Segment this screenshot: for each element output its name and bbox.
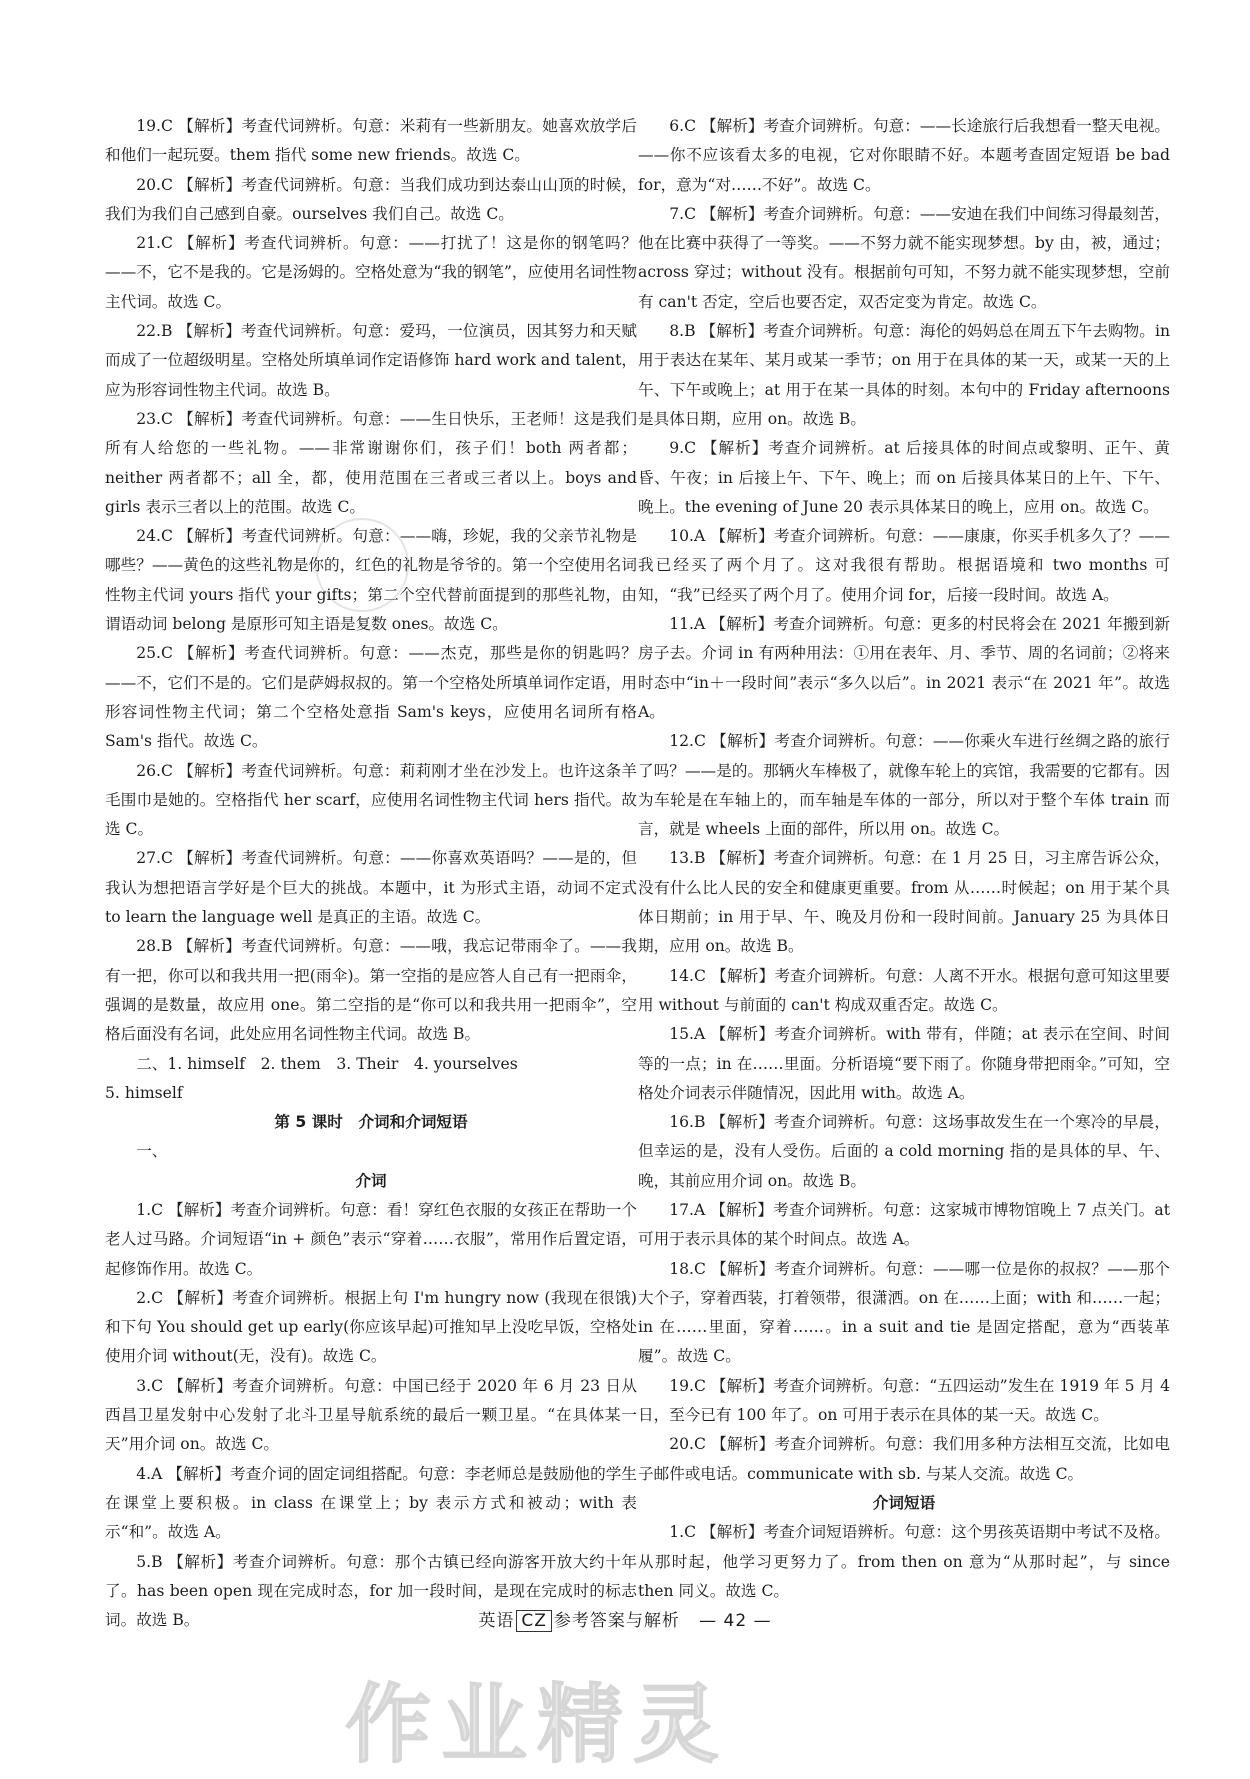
answer-item: 28.B 【解析】考查代词辨析。句意：——哦，我忘记带雨伞了。——我有一把，你可以和我共用一把(雨伞)。第一空指的是应答人自己有一把雨伞，强调的是数量，故应用 one。第二空指的是“你可以和我共用一把雨伞”，空格后面没有名词，此处应用名词性物主代词。故选 B。: [105, 937, 637, 1044]
footer-title: 参考答案与解析: [553, 1611, 680, 1631]
answer-item: 18.C 【解析】考查介词辨析。句意：——哪一位是你的叔叔？——那个大个子，穿着西装，打着领带，很潇洒。on 在……上面；with 和……一起；in 在……里面，穿着……。in a suit and tie 是固定搭配，意为“西装革履”。故选 C。: [638, 1259, 1170, 1366]
answer-item: 3.C 【解析】考查介词辨析。句意：中国已经于 2020 年 6 月 23 日从西昌卫星发射中心发射了北斗卫星导航系统的最后一颗卫星。“在具体某一天”用介词 on。故选 C。: [105, 1376, 637, 1454]
answer-item: 1.C 【解析】考查介词短语辨析。句意：这个男孩英语期中考试不及格。从那时起，他学习更努力了。from then on 意为“从那时起”，与 since then 同义。故选 C。: [638, 1523, 1170, 1600]
answer-item: 23.C 【解析】考查代词辨析。句意：——生日快乐，王老师！这是我们所有人给您的一些礼物。——非常谢谢你们，孩子们！both 两者都；neither 两者都不；all 全，都，使用范围在三者或三者以上。boys and girls 表示三者以上的范围。故选 C。: [105, 409, 637, 516]
sub-heading-prepositions: 介词: [355, 1171, 387, 1190]
answer-item: 6.C 【解析】考查介词辨析。句意：——长途旅行后我想看一整天电视。——你不应该看太多的电视，它对你眼睛不好。本题考查固定短语 be bad for，意为“对……不好”。故选 C。: [638, 117, 1170, 194]
answer-item: 2.C 【解析】考查介词辨析。根据上句 I'm hungry now (我现在很饿)和下句 You should get up early(你应该早起)可推知早上没吃早饭，空格处使用介词 without(无，没有)。故选 C。: [105, 1288, 637, 1366]
answer-item: 8.B 【解析】考查介词辨析。句意：海伦的妈妈总在周五下午去购物。in 用于表达在某年、某月或某一季节；on 用于在具体的某一天，或某一天的上午、下午或晚上；at 用于在某一具体的时刻。本句中的 Friday afternoons 是具体日期，应用 on。故选 B。: [638, 322, 1170, 428]
answer-item: 5.B 【解析】考查介词辨析。句意：那个古镇已经向游客开放大约十年了。has been open 现在完成时态，for 加一段时间，是现在完成时的标志词。故选 B。: [105, 1552, 637, 1630]
answer-item: 16.B 【解析】考查介词辨析。句意：这场事故发生在一个寒冷的早晨，但幸运的是，没有人受伤。后面的 a cold morning 指的是具体的早、午、晚，其前应用介词 on。故选 B。: [638, 1113, 1170, 1190]
answer-item: 14.C 【解析】考查介词辨析。句意：人离不开水。根据句意可知这里要用 without 与前面的 can't 构成双重否定。故选 C。: [638, 966, 1170, 1014]
answer-item: 19.C 【解析】考查代词辨析。句意：米莉有一些新朋友。她喜欢放学后和他们一起玩耍。them 指代 some new friends。故选 C。: [105, 117, 637, 165]
page-number: — 42 —: [699, 1611, 772, 1631]
footer-edition-badge: CZ: [516, 1610, 552, 1632]
lesson-title: 第 5 课时 介词和介词短语: [274, 1113, 468, 1132]
right-column: [638, 112, 1170, 1606]
answer-item: 9.C 【解析】考查介词辨析。at 后接具体的时间点或黎明、正午、黄昏、午夜；in 后接上午、下午、晚上；而 on 后接具体某日的上午、下午、晚上。the evening of June 20 表示具体某日的晚上，应用 on。故选 C。: [638, 439, 1170, 516]
left-column: [105, 112, 637, 1635]
answer-item: 20.C 【解析】考查介词辨析。句意：我们用多种方法相互交流，比如电子邮件或电话。communicate with sb. 与某人交流。故选 C。: [638, 1435, 1170, 1483]
answer-item: 1.C 【解析】考查介词辨析。句意：看！穿红色衣服的女孩正在帮助一个老人过马路。介词短语“in + 颜色”表示“穿着……衣服”，常用作后置定语，起修饰作用。故选 C。: [105, 1200, 637, 1278]
answer-item: 21.C 【解析】考查代词辨析。句意：——打扰了！这是你的钢笔吗？——不，它不是我的。它是汤姆的。空格处意为“我的钢笔”，应使用名词性物主代词。故选 C。: [105, 234, 637, 311]
answer-item: 11.A 【解析】考查介词辨析。句意：更多的村民将会在 2021 年搬到新房子去。介词 in 有两种用法：①用在表年、月、季节、周的名词前；②将来时态中“in＋一段时间”表示“多久以后”。in 2021 表示“在 2021 年”。故选 A。: [638, 615, 1170, 721]
answer-item: 27.C 【解析】考查代词辨析。句意：——你喜欢英语吗？——是的，但我认为想把语言学好是个巨大的挑战。本题中，it 为形式主语，动词不定式 to learn the language well 是真正的主语。故选 C。: [105, 849, 637, 927]
page-footer: [0, 1606, 1250, 1632]
answer-item: 17.A 【解析】考查介词辨析。句意：这家城市博物馆晚上 7 点关门。at 可用于表示具体的某个时间点。故选 A。: [638, 1200, 1170, 1249]
answer-item: 13.B 【解析】考查介词辨析。句意：在 1 月 25 日，习主席告诉公众，没有什么比人民的安全和健康更重要。from 从……时候起；on 用于某个具体日期前；in 用于早、午、晚及月份和一段时间前。January 25 为具体日期，应用 on。故选 B。: [638, 849, 1170, 956]
sub-heading-phrases: 介词短语: [872, 1493, 936, 1512]
section-two-answers-tail: 5. himself: [105, 1083, 183, 1102]
answer-item: 26.C 【解析】考查代词辨析。句意：莉莉刚才坐在沙发上。也许这条羊毛围巾是她的。空格指代 her scarf，应使用名词性物主代词 hers 指代。故选 C。: [105, 761, 637, 839]
answer-item: 10.A 【解析】考查介词辨析。句意：——康康，你买手机多久了？——我已经买了两个月了。这对我很有帮助。根据语境和 two months 可知，“我”已经买了两个月了。使用介词 for，后接一段时间。故选 A。: [638, 527, 1170, 604]
section-two-answers: 二、1. himself 2. them 3. Their 4. yourselves: [136, 1054, 518, 1073]
watermark-logo: 作业精灵: [345, 1675, 729, 1775]
footer-subject: 英语: [478, 1611, 515, 1631]
answer-item: 15.A 【解析】考查介词辨析。with 带有，伴随；at 表示在空间、时间等的一点；in 在……里面。分析语境“要下雨了。你随身带把雨伞。”可知，空格处介词表示伴随情况，因此用 with。故选 A。: [638, 1025, 1170, 1102]
answer-item: 7.C 【解析】考查介词辨析。句意：——安迪在我们中间练习得最刻苦，他在比赛中获得了一等奖。——不努力就不能实现梦想。by 由，被，通过；across 穿过；without 没有。根据前句可知，不努力就不能实现梦想，空前有 can't 否定，空后也要否定，双否定变为肯定。故选 C。: [638, 204, 1170, 311]
answer-item: 12.C 【解析】考查介词辨析。句意：——你乘火车进行丝绸之路的旅行了吗？——是的。那辆火车棒极了，就像车轮上的宾馆，我需要的它都有。因为车轮是在车轴上的，而车轴是车体的一部分，所以对于整个车体 train 而言，就是 wheels 上面的部件，所以用 on。故选 C。: [638, 732, 1170, 839]
answer-item: 4.A 【解析】考查介词的固定词组搭配。句意：李老师总是鼓励他的学生在课堂上要积极。in class 在课堂上；by 表示方式和被动；with 表示“和”。故选 A。: [105, 1464, 637, 1542]
answer-item: 19.C 【解析】考查介词辨析。句意：“五四运动”发生在 1919 年 5 月 4 日，至今已有 100 年了。on 可用于表示在具体的某一天。故选 C。: [638, 1376, 1170, 1425]
answer-item: 20.C 【解析】考查代词辨析。句意：当我们成功到达泰山山顶的时候，我们为我们自己感到自豪。ourselves 我们自己。故选 C。: [105, 175, 637, 223]
answer-item: 24.C 【解析】考查代词辨析。句意：——嗨，珍妮，我的父亲节礼物是哪些？——黄色的这些礼物是你的，红色的礼物是爷爷的。第一个空使用名词性物主代词 yours 指代 your gifts；第二个空代替前面提到的那些礼物，由谓语动词 belong 是原形可知主语是复数 ones。故选 C。: [105, 527, 637, 634]
answer-item: 22.B 【解析】考查代词辨析。句意：爱玛，一位演员，因其努力和天赋而成了一位超级明星。空格处所填单词作定语修饰 hard work and talent，应为形容词性物主代词。故选 B。: [105, 322, 637, 399]
part-label: 一、: [136, 1142, 168, 1161]
answer-item: 25.C 【解析】考查代词辨析。句意：——杰克，那些是你的钥匙吗？——不，它们不是的。它们是萨姆叔叔的。第一个空格处所填单词作定语，用形容词性物主代词；第二个空格处意指 Sam's keys，应使用名词所有格 Sam's 指代。故选 C。: [105, 644, 637, 751]
